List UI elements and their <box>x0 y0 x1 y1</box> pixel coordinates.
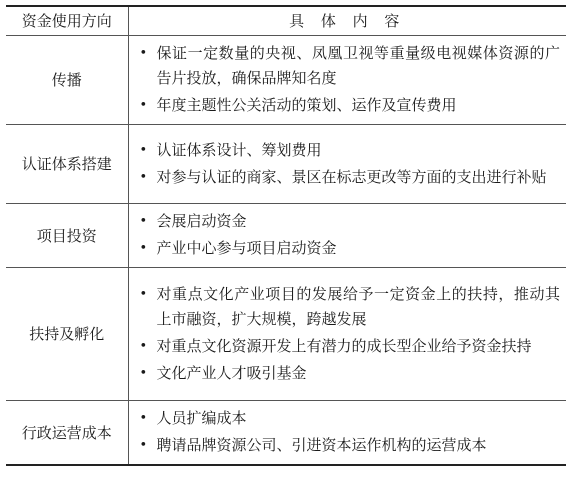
funding-table-container <box>6 5 566 466</box>
table-row <box>6 268 566 401</box>
list-item <box>137 406 561 431</box>
bullet-icon: • <box>139 438 148 453</box>
list-item-text: 年度主题性公关活动的策划、运作及宣传费用 <box>156 96 457 114</box>
content-cell <box>128 204 566 268</box>
list-item <box>137 41 561 91</box>
list-item-text: 人员扩编成本 <box>156 409 247 427</box>
list-item-text: 聘请品牌资源公司、引进资本运作机构的运营成本 <box>156 436 487 454</box>
funding-usage-table <box>6 5 566 466</box>
bullet-list <box>137 209 561 261</box>
bullet-icon: • <box>139 241 148 256</box>
list-item-text: 认证体系设计、筹划费用 <box>156 140 322 159</box>
bullet-list <box>137 138 561 190</box>
list-item <box>137 236 561 261</box>
bullet-list <box>137 406 561 458</box>
bullet-icon: • <box>139 142 148 158</box>
list-item <box>137 93 561 118</box>
content-cell <box>128 268 566 401</box>
bullet-icon: • <box>139 365 148 381</box>
list-item <box>137 282 561 332</box>
category-cell: 项目投资 <box>6 204 128 268</box>
list-item-text: 产业中心参与项目启动资金 <box>156 239 337 257</box>
list-item <box>137 209 561 234</box>
content-cell <box>128 125 566 204</box>
list-item <box>137 361 561 386</box>
bullet-icon: • <box>139 214 148 229</box>
list-item-text: 保证一定数量的央视、凤凰卫视等重量级电视媒体资源的广告片投放，确保品牌知名度 <box>156 44 560 87</box>
list-item-text: 对重点文化资源开发上有潜力的成长型企业给予资金扶持 <box>156 336 532 355</box>
header-specific-content: 具 体 内 容 <box>128 6 566 36</box>
category-cell: 行政运营成本 <box>6 401 128 466</box>
content-cell <box>128 401 566 466</box>
list-item-text: 会展启动资金 <box>156 212 247 230</box>
bullet-icon: • <box>139 338 148 354</box>
list-item <box>137 138 561 163</box>
bullet-icon: • <box>139 46 148 61</box>
bullet-icon: • <box>139 169 148 185</box>
list-item <box>137 334 561 359</box>
list-item-text: 对参与认证的商家、景区在标志更改等方面的支出进行补贴 <box>156 167 547 186</box>
bullet-icon: • <box>139 411 148 426</box>
category-cell: 认证体系搭建 <box>6 125 128 204</box>
table-header-row <box>6 6 566 36</box>
category-cell: 扶持及孵化 <box>6 268 128 401</box>
table-row <box>6 401 566 466</box>
table-row <box>6 36 566 125</box>
bullet-icon: • <box>139 98 148 113</box>
bullet-icon: • <box>139 286 148 302</box>
category-cell: 传播 <box>6 36 128 125</box>
list-item <box>137 165 561 190</box>
header-funding-direction: 资金使用方向 <box>6 6 128 36</box>
bullet-list <box>137 41 561 118</box>
table-row <box>6 125 566 204</box>
list-item-text: 对重点文化产业项目的发展给予一定资金上的扶持，推动其上市融资，扩大规模，跨越发展 <box>156 284 560 328</box>
list-item-text: 文化产业人才吸引基金 <box>156 363 307 382</box>
list-item <box>137 433 561 458</box>
content-cell <box>128 36 566 125</box>
bullet-list <box>137 282 561 386</box>
table-row <box>6 204 566 268</box>
